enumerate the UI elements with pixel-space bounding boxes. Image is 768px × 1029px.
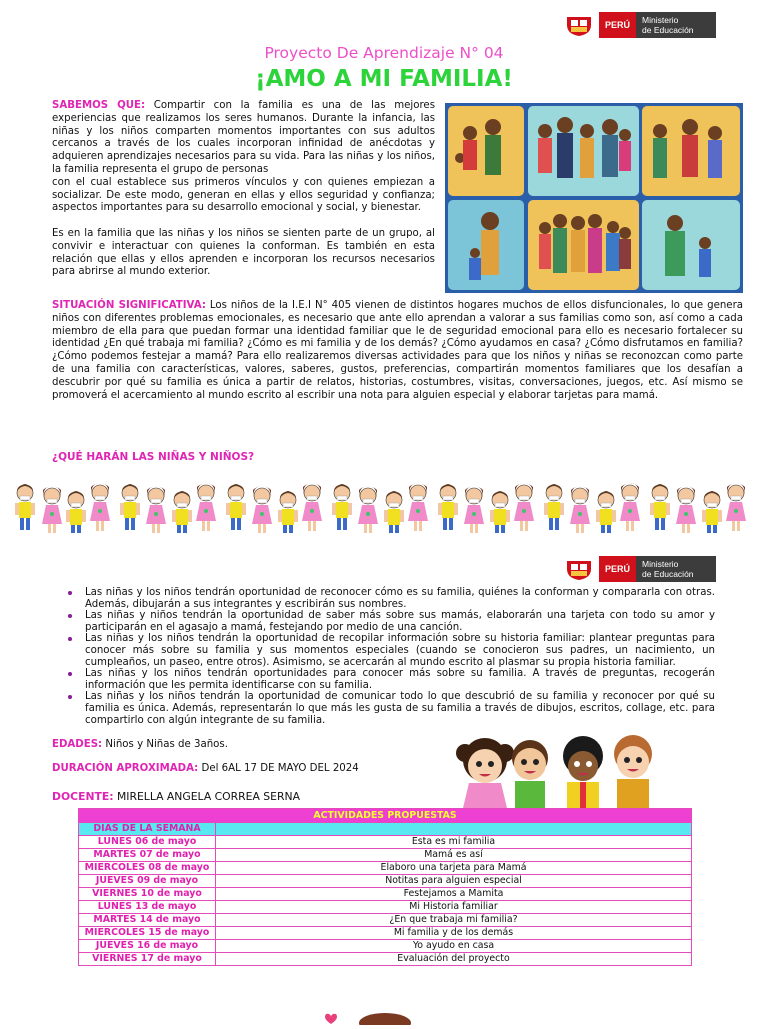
bullet-item: Las niñas y los niños tendrán la oportunidad de comunicar todo lo que descubrió de su familia y reconocer por qué su familia es única. Además, representarán lo que más les gusta de su familia a través de dibujos, escritos, collage, etc. para compartirlo con algún integrante de su familia. xyxy=(85,691,715,726)
ministry-logo-2 xyxy=(565,556,716,582)
docente-line: DOCENTE: MIRELLA ANGELA CORREA SERNA xyxy=(52,790,300,803)
bullet-item: Las niñas y los niños tendrán oportunidades para conocer más sobre su familia. A través de preguntas, recogerán información que les permita identificarse con su familia. xyxy=(85,668,715,691)
table-row: VIERNES 17 de mayo Evaluación del proyecto xyxy=(79,953,692,966)
table-row: JUEVES 09 de mayo Notitas para alguien especial xyxy=(79,875,692,888)
bottom-decoration xyxy=(315,1010,435,1024)
children-border-decoration xyxy=(10,478,758,533)
peru-shield-icon xyxy=(565,557,593,581)
family-photo-collage xyxy=(445,103,743,293)
ministry-name: Ministerio de Educación xyxy=(636,556,716,582)
heart-icon xyxy=(315,1011,435,1025)
table-row: LUNES 06 de mayo Esta es mi familia xyxy=(79,836,692,849)
family-illustration xyxy=(445,103,743,293)
que-haran-heading: ¿QUÉ HARÁN LAS NIÑAS Y NIÑOS? xyxy=(52,451,255,463)
table-row: MARTES 07 de mayo Mamá es así xyxy=(79,849,692,862)
bullet-item: Las niñas y niños tendrán la oportunidad de saber más sobre sus mamás, elaborarán una tarjeta con todo su amor y participarán en el agasajo a mamá, festejando por medio de una canción. xyxy=(85,610,715,633)
children-row-icon xyxy=(10,478,758,533)
table-row: LUNES 13 de mayo Mi Historia familiar xyxy=(79,901,692,914)
table-row: JUEVES 16 de mayo Yo ayudo en casa xyxy=(79,940,692,953)
table-title: ACTIVIDADES PROPUESTAS xyxy=(79,809,692,823)
project-label: Proyecto De Aprendizaje N° 04 xyxy=(264,44,504,62)
activities-bullet-list xyxy=(85,587,715,726)
table-row: MIERCOLES 15 de mayo Mi familia y de los demás xyxy=(79,927,692,940)
cartoon-kids-icon xyxy=(455,728,695,808)
table-row: MARTES 14 de mayo ¿En que trabaja mi familia? xyxy=(79,914,692,927)
table-row: MIERCOLES 08 de mayo Elaboro una tarjeta para Mamá xyxy=(79,862,692,875)
situacion-section: SITUACIÓN SIGNIFICATIVA: Los niños de la I.E.I N° 405 vienen de distintos hogares muchos de ellos disfuncionales, lo que genera niños con diferentes problemas emocionales, es necesario que ante ello aprendan a valorar a sus familias como son, así como a cada miembro de ella para que puedan formar una identidad familiar que le de seguridad emocional para ello es necesario fortalecer su identidad ¿En qué trabaja mi familia? ¿Cómo es mi familia y de los demás? ¿Cómo ayudamos en casa? ¿Cómo disfrutamos en familia? ¿Cómo podemos festejar a mamá? Para ello realizaremos diversas actividades para que los niños y niñas se reconozcan como parte de una familia con características, valores, saberes, gustos, preferencias, compartirán momentos familiares que los desafían a descubrir por qué su familia es única a partir de relatos, historias, costumbres, visitas, conversaciones, juegos, etc. Así mismo se promoverá el acercamiento al mundo escrito al escribir una nota para alguien especial y elaborar tarjetas para mamá. xyxy=(52,300,743,401)
peru-label: PERÚ xyxy=(599,556,636,582)
peru-shield-icon xyxy=(565,13,593,37)
activities-header-cell xyxy=(216,823,692,836)
days-header: DIAS DE LA SEMANA xyxy=(79,823,216,836)
sabemos-section: SABEMOS QUE: Compartir con la familia es una de las mejores experiencias que realizamos los seres humanos. Durante la infancia, las niñas y los niños comparten momentos importantes con sus adultos cercanos a través de los cuales incorporan infinidad de anécdotas y adquieren aprendizajes necesarios para su vida. Para las niñas y los niños, la familia representa el grupo de personas con el cual establece sus primeros vínculos y con quienes empiezan a socializar. De este modo, generan en ellas y ellos seguridad y confianza; aspectos importantes para su desarrollo emocional y social, y bienestar. Es en la familia que las niñas y los niños se sienten parte de un grupo, al convivir e interactuar con quienes la conforman. Es también en esta relación que ellas y ellos aprenden e incorporan los recursos necesarios para abrirse al mundo exterior. xyxy=(52,100,436,278)
peru-label: PERÚ xyxy=(599,12,636,38)
table-row: VIERNES 10 de mayo Festejamos a Mamita xyxy=(79,888,692,901)
bullet-item: Las niñas y los niños tendrán la oportunidad de recopilar información sobre su historia familiar: plantear preguntas para conocer más sobre su familia y sus momentos especiales (cuando se conocieron sus padres, un nacimiento, un cumpleaños, un paseo, entre otros). Asimismo, se acercarán al mundo escrito al plasmar su propia historia familiar. xyxy=(85,633,715,668)
activities-table xyxy=(78,808,692,966)
duracion-line: DURACIÓN APROXIMADA: Del 6AL 17 DE MAYO DEL 2024 xyxy=(52,763,359,774)
bullet-item: Las niñas y los niños tendrán oportunidad de reconocer cómo es su familia, quiénes la conforman y compararla con otras. Además, dibujarán a sus integrantes y escribirán sus nombres. xyxy=(85,587,715,610)
edades-line: EDADES: Niños y Niñas de 3años. xyxy=(52,739,228,750)
page-title: ¡AMO A MI FAMILIA! xyxy=(255,66,513,92)
ministry-name: Ministerio de Educación xyxy=(636,12,716,38)
ministry-logo xyxy=(565,12,716,38)
cartoon-children-image xyxy=(455,728,695,808)
